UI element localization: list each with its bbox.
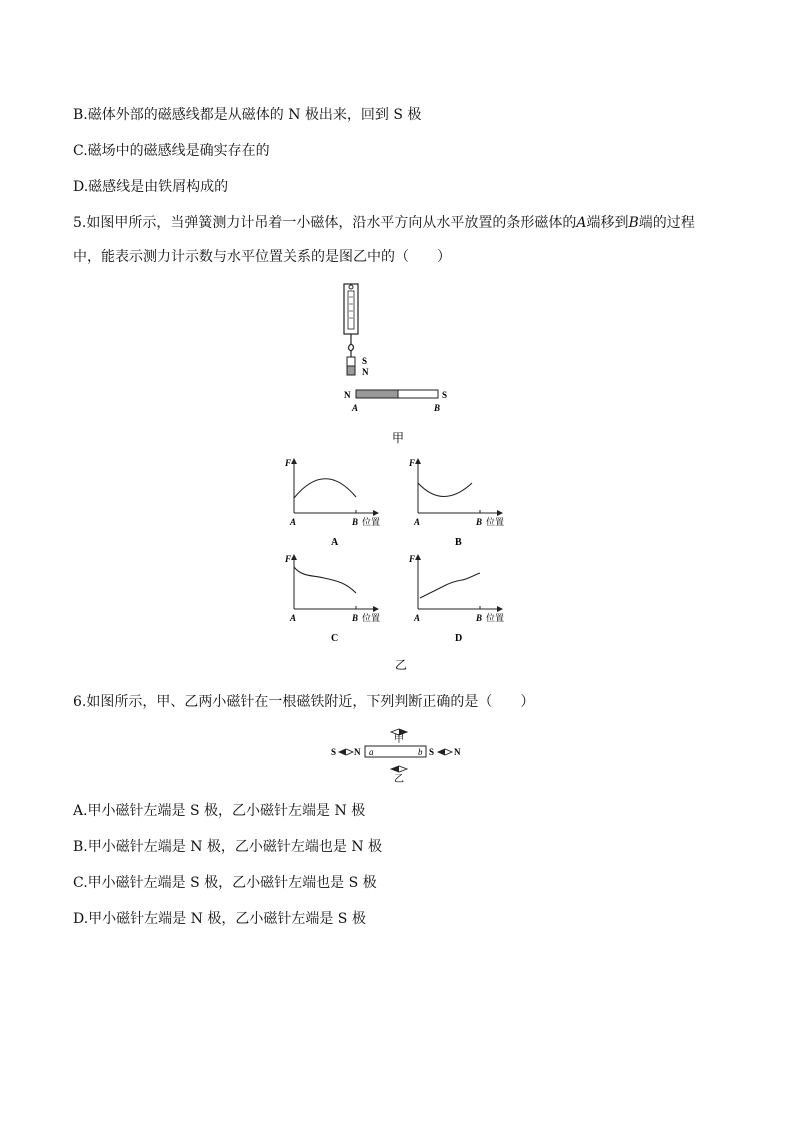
bar-magnet-s-label: S xyxy=(442,390,448,400)
bar-end-b-label: b xyxy=(418,747,423,757)
graph-a-curve xyxy=(294,479,356,498)
graph-a-position-label: 位置 xyxy=(362,517,381,527)
graph-b xyxy=(408,458,504,548)
graph-b-option-label: B xyxy=(455,537,462,548)
question-6-stem: 6.如图所示，甲、乙两小磁针在一根磁铁附近，下列判断正确的是（ ） xyxy=(73,694,535,710)
figure-yi xyxy=(280,455,520,675)
bar-magnet-n-half xyxy=(356,390,398,398)
graph-a-origin-label: A xyxy=(290,517,297,527)
option-b-q4: B.磁体外部的磁感线都是从磁体的 N 极出来，回到 S 极 xyxy=(73,107,422,123)
graph-d-option-label: D xyxy=(455,633,463,644)
small-magnet-n-label: N xyxy=(362,367,369,377)
graph-d-curve xyxy=(420,573,480,598)
q5-text-B: B xyxy=(628,215,639,231)
needle-jia-label: 甲 xyxy=(394,734,404,745)
figure-q6 xyxy=(325,726,475,784)
graph-d xyxy=(408,554,504,644)
q5-text-A: A xyxy=(576,215,587,231)
graph-b-origin-label: A xyxy=(414,517,421,527)
needle-yi-label: 乙 xyxy=(394,774,404,784)
spring-scale-body xyxy=(344,284,358,334)
graph-a xyxy=(284,458,380,548)
graph-b-b-label: B xyxy=(476,517,483,527)
question-5-line-2: 中，能表示测力计示数与水平位置关系的是图乙中的（ ） xyxy=(73,249,451,265)
graph-c-position-label: 位置 xyxy=(362,613,381,623)
graph-a-f-label: F xyxy=(285,458,292,468)
graph-d-f-label: F xyxy=(409,554,416,564)
graph-c-b-label: B xyxy=(352,613,359,623)
right-needle-s-label: S xyxy=(429,747,435,757)
bar-magnet-n-label: N xyxy=(344,390,351,400)
bar-magnet-s-half xyxy=(398,390,438,398)
graph-b-position-label: 位置 xyxy=(486,517,505,527)
graph-c xyxy=(284,554,380,644)
graph-a-b-label: B xyxy=(352,517,359,527)
q5-text-pre: 5.如图甲所示，当弹簧测力计吊着一小磁体，沿水平方向从水平放置的条形磁体的 xyxy=(73,215,577,231)
label-A: A xyxy=(352,403,359,413)
small-magnet-s-label: S xyxy=(362,356,368,366)
left-needle-n-label: N xyxy=(354,747,361,757)
graph-c-origin-label: A xyxy=(290,613,297,623)
figure-yi-caption: 乙 xyxy=(395,658,408,672)
graph-d-b-label: B xyxy=(476,613,483,623)
graph-d-position-label: 位置 xyxy=(486,613,505,623)
q5-text-post: 端的过程 xyxy=(638,215,695,231)
bar-end-a-label: a xyxy=(369,747,374,757)
graph-a-option-label: A xyxy=(331,537,339,548)
figure-jia xyxy=(330,282,470,447)
option-c-q4: C.磁场中的磁感线是确实存在的 xyxy=(73,143,270,159)
hook-icon xyxy=(349,344,354,351)
q6-option-d: D.甲小磁针左端是 N 极，乙小磁针左端是 S 极 xyxy=(73,911,366,927)
figure-jia-caption: 甲 xyxy=(392,431,405,445)
q6-option-c: C.甲小磁针左端是 S 极，乙小磁针左端也是 S 极 xyxy=(73,875,377,891)
right-needle-n-label: N xyxy=(454,747,461,757)
graph-c-curve xyxy=(294,567,356,593)
graph-c-f-label: F xyxy=(285,554,292,564)
question-5-line-1 xyxy=(73,214,695,232)
graph-d-origin-label: A xyxy=(414,613,421,623)
q6-option-a: A.甲小磁针左端是 S 极，乙小磁针左端是 N 极 xyxy=(73,803,366,819)
graph-c-option-label: C xyxy=(331,633,339,644)
q6-option-b: B.甲小磁针左端是 N 极，乙小磁针左端也是 N 极 xyxy=(73,839,383,855)
bar-magnet-q6 xyxy=(365,746,426,757)
small-magnet-n xyxy=(347,366,355,375)
q5-text-mid: 端移到 xyxy=(586,215,629,231)
graph-b-curve xyxy=(418,483,472,497)
graph-b-f-label: F xyxy=(409,458,416,468)
left-needle-s-label: S xyxy=(331,747,337,757)
small-magnet-s xyxy=(347,357,355,366)
label-B: B xyxy=(434,403,441,413)
option-d-q4: D.磁感线是由铁屑构成的 xyxy=(73,179,229,195)
